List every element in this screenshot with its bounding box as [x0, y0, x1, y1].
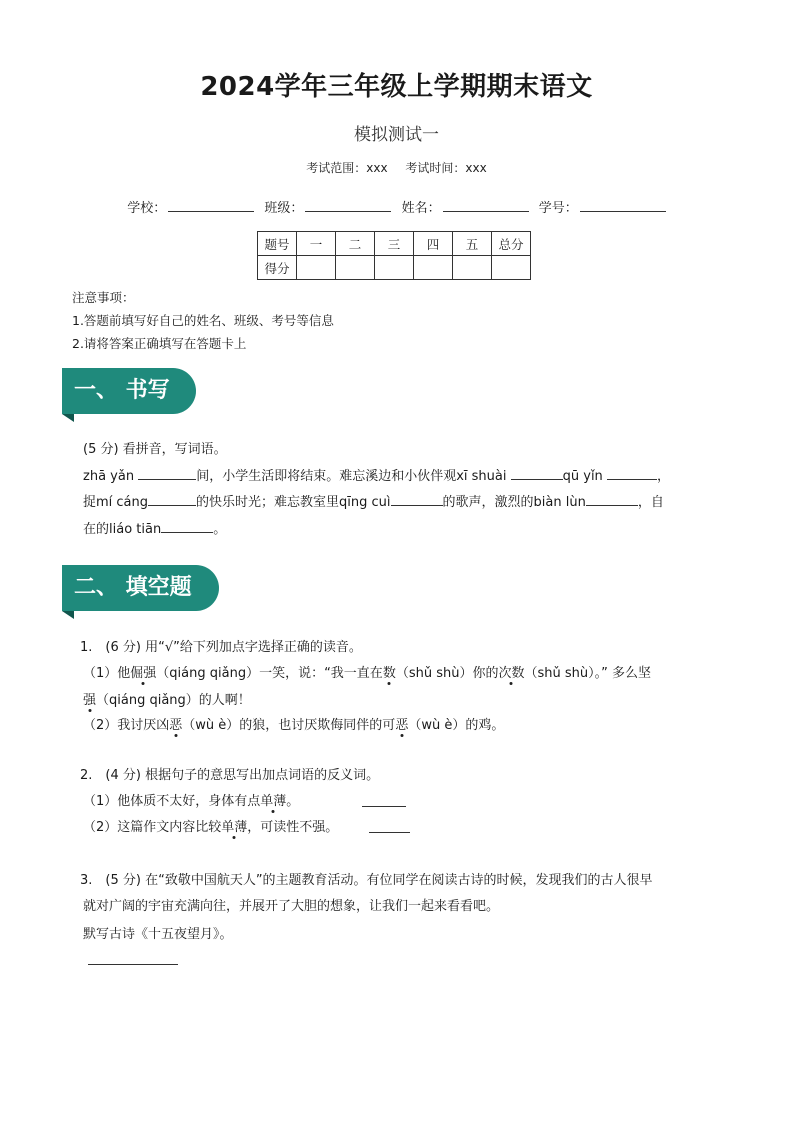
section-1-line-1: zhā yǎn 间，小学生活即将结束。难忘溪边和小伙伴观xī shuài qū yǐn ，: [83, 464, 723, 490]
school-field[interactable]: 学校：: [127, 197, 254, 216]
exam-info: [0, 159, 793, 176]
score-input-cell[interactable]: [453, 256, 492, 280]
exam-range: 考试范围：xxx: [306, 161, 388, 175]
student-id-field[interactable]: 学号：: [539, 197, 666, 216]
section-1-line-3: 在的liáo tiān 。: [83, 517, 226, 543]
answer-blank[interactable]: [138, 465, 196, 480]
score-cell: 四: [414, 232, 453, 256]
section-2-title: 二、 填空题: [74, 575, 192, 600]
class-field[interactable]: 班级：: [264, 197, 391, 216]
question-1-line-1: （1）他倔强（qiáng qiǎng）一笑，说：“我一直在数（shǔ shù）你的次数（shǔ shù）。” 多么坚: [83, 666, 651, 681]
question-2-head: 2. (4 分) 根据句子的意思写出加点词语的反义词。: [80, 768, 380, 783]
score-cell: 总分: [492, 232, 531, 256]
score-input-cell[interactable]: [336, 256, 375, 280]
note-item: 1.答题前填写好自己的姓名、班级、考号等信息: [72, 313, 334, 328]
score-input-cell[interactable]: [492, 256, 531, 280]
section-1-line-2: 捉mí cáng 的快乐时光；难忘教室里qīng cuì 的歌声，激烈的biàn lùn ，自: [83, 490, 723, 516]
name-blank[interactable]: [443, 199, 529, 212]
question-1-line-2: 强（qiáng qiǎng）的人啊！: [83, 693, 251, 708]
answer-blank[interactable]: [369, 832, 410, 833]
score-cell: 二: [336, 232, 375, 256]
answer-blank[interactable]: [148, 491, 196, 506]
question-3-head: 3. (5 分) 在“致敬中国航天人”的主题教育活动。有位同学在阅读古诗的时候，发现我们的古人很早: [80, 873, 653, 888]
notes-title: 注意事项：: [72, 290, 135, 305]
page-subtitle: 模拟测试一: [354, 125, 439, 145]
question-2-line-2: （2）这篇作文内容比较单薄，可读性不强。: [83, 820, 339, 835]
score-cell: 题号: [258, 232, 297, 256]
exam-time: 考试时间：xxx: [405, 161, 487, 175]
section-1-prompt: (5 分) 看拼音，写词语。: [83, 442, 227, 457]
answer-blank[interactable]: [607, 465, 657, 480]
score-table-score-row: [258, 256, 531, 280]
score-input-cell[interactable]: [375, 256, 414, 280]
answer-blank[interactable]: [391, 491, 443, 506]
school-blank[interactable]: [168, 199, 254, 212]
answer-blank[interactable]: [511, 465, 563, 480]
score-table-header-row: [258, 232, 531, 256]
answer-blank[interactable]: [586, 491, 638, 506]
banner-fold: [62, 611, 74, 619]
class-blank[interactable]: [305, 199, 391, 212]
question-3-line-2: 就对广阔的宇宙充满向往，并展开了大胆的想象，让我们一起来看看吧。: [83, 899, 500, 914]
question-1-line-3: （2）我讨厌凶恶（wù è）的狼，也讨厌欺侮同伴的可恶（wù è）的鸡。: [83, 718, 505, 733]
question-2-line-1: （1）他体质不太好，身体有点单薄。: [83, 794, 300, 809]
name-field[interactable]: 姓名：: [402, 197, 529, 216]
banner-fold: [62, 414, 74, 422]
student-id-blank[interactable]: [580, 199, 666, 212]
question-3-line-3: 默写古诗《十五夜望月》。: [83, 927, 233, 942]
answer-blank[interactable]: [161, 518, 213, 533]
answer-blank[interactable]: [362, 806, 406, 807]
score-cell: 五: [453, 232, 492, 256]
section-1-title: 一、 书写: [74, 378, 170, 403]
answer-blank[interactable]: [88, 964, 178, 965]
score-table: [257, 231, 531, 280]
question-1-head: 1. (6 分) 用“√”给下列加点字选择正确的读音。: [80, 640, 362, 655]
score-cell: 三: [375, 232, 414, 256]
section-1-banner: [62, 368, 196, 414]
score-input-cell[interactable]: [297, 256, 336, 280]
score-row-label: 得分: [258, 256, 297, 280]
note-item: 2.请将答案正确填写在答题卡上: [72, 336, 247, 351]
score-input-cell[interactable]: [414, 256, 453, 280]
section-2-banner: [62, 565, 219, 611]
score-cell: 一: [297, 232, 336, 256]
student-info-line: [0, 197, 793, 216]
page-title: 2024学年三年级上学期期末语文: [200, 72, 593, 102]
